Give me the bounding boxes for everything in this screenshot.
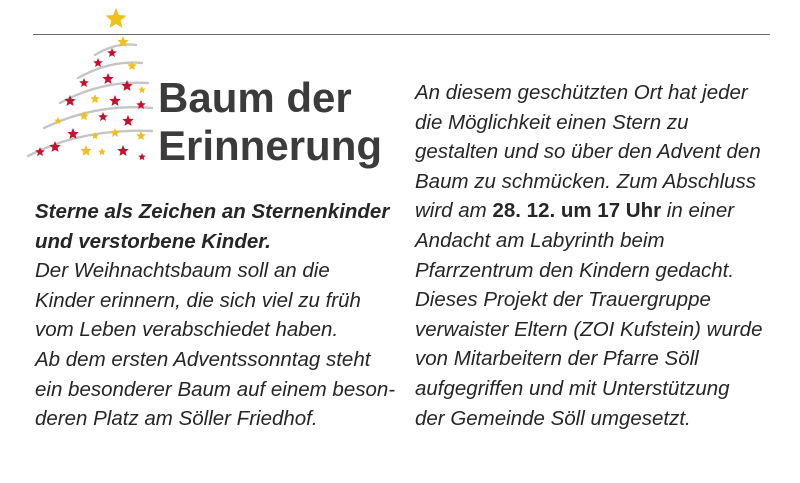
garland-stroke: [95, 44, 136, 55]
body-line: Der Weihnachtsbaum soll an die: [35, 259, 330, 283]
tree-star-icon: [102, 73, 113, 84]
tree-star-icon: [136, 131, 146, 140]
date-line-before: wird am: [415, 199, 493, 223]
left-column: [35, 197, 407, 434]
title-line-2: Erinnerung: [158, 122, 383, 169]
body-line: Dieses Projekt der Trauergruppe: [415, 288, 711, 312]
body-line: verwaister Eltern (ZOI Kufstein) wurde: [415, 317, 763, 341]
date-line: [415, 196, 790, 226]
body-line: aufgegriffen und mit Unterstützung: [415, 376, 730, 400]
body-line: An diesem geschützten Ort hat jeder: [415, 81, 748, 104]
event-date-time: 28. 12. um 17 Uhr: [492, 199, 662, 223]
date-line-after: in einer: [661, 199, 735, 223]
tree-star-icon: [106, 8, 127, 28]
body-line: deren Platz am Söller Friedhof.: [35, 407, 318, 431]
garland-stroke: [28, 131, 152, 156]
christmas-tree-logo: [0, 0, 160, 172]
tree-star-icon: [98, 148, 106, 155]
tree-star-icon: [138, 153, 146, 160]
page-title: [158, 74, 382, 170]
body-line: vom Leben verabschiedet haben.: [35, 318, 339, 342]
tree-star-icon: [138, 86, 146, 93]
body-line: ein besonderer Baum auf einem beson-: [35, 377, 396, 401]
right-column: [415, 78, 790, 433]
tree-star-icon: [90, 94, 100, 103]
lead-line: Sterne als Zeichen an Sternenkinder: [35, 200, 390, 223]
tree-star-icon: [79, 78, 89, 87]
body-line: Ab dem ersten Adventssonntag steht: [35, 347, 371, 371]
body-line: Pfarrzentrum den Kindern gedacht.: [415, 258, 735, 282]
body-line: die Möglichkeit einen Stern zu: [415, 110, 689, 134]
tree-star-icon: [117, 145, 128, 156]
tree-star-icon: [80, 145, 91, 156]
body-line: Kinder erinnern, die sich viel zu früh: [35, 288, 361, 312]
lead-line: und verstorbene Kinder.: [35, 229, 271, 253]
garland-stroke: [44, 107, 152, 128]
tree-star-icon: [98, 112, 108, 121]
title-line-1: Baum der: [158, 74, 352, 121]
tree-star-icon: [122, 115, 133, 126]
body-line: Baum zu schmücken. Zum Abschluss: [415, 169, 757, 193]
body-line: gestalten und so über den Advent den: [415, 140, 761, 164]
tree-star-icon: [110, 128, 120, 137]
body-line: von Mitarbeitern der Pfarre Söll: [415, 347, 699, 371]
tree-star-icon: [93, 58, 103, 67]
tree-star-icon: [109, 95, 120, 106]
body-line: der Gemeinde Söll umgesetzt.: [415, 406, 691, 430]
body-line: Andacht am Labyrinth beim: [415, 228, 665, 252]
